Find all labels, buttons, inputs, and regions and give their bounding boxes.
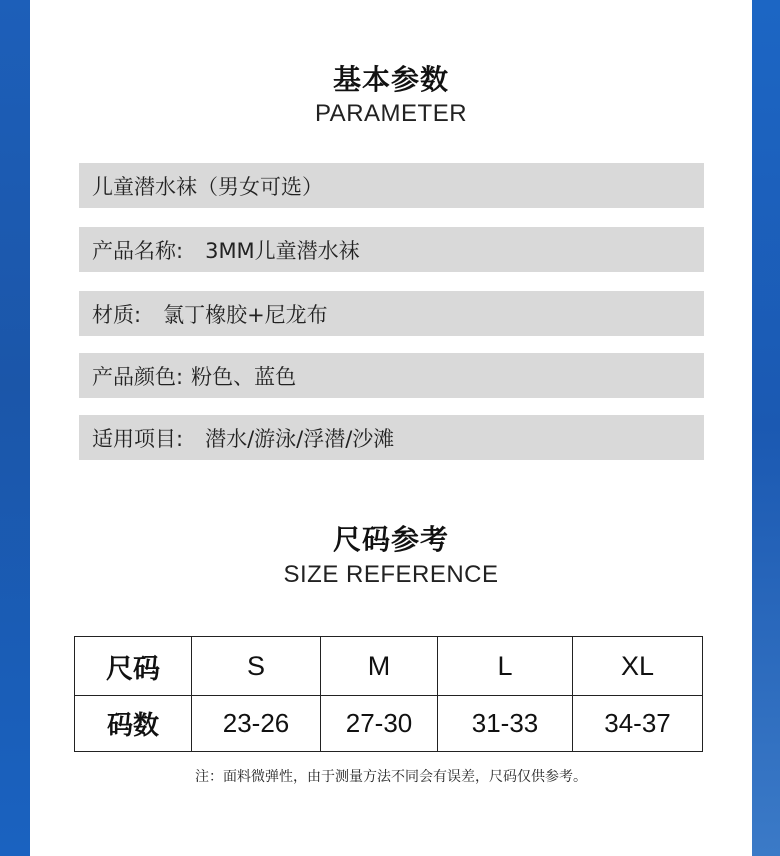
size-table-cell: 码数	[75, 696, 192, 752]
size-table-cell: XL	[573, 637, 703, 696]
param-label: 儿童潜水袜（男女可选）	[92, 174, 323, 199]
param-label: 适用项目:	[92, 426, 184, 451]
parameters-subtitle: PARAMETER	[314, 100, 468, 127]
param-row-usage	[79, 415, 704, 460]
size-table-value-row	[75, 696, 703, 752]
param-label: 产品名称:	[92, 238, 184, 263]
size-table-cell: L	[438, 637, 573, 696]
size-reference-subtitle: SIZE REFERENCE	[283, 561, 499, 588]
parameters-title: 基本参数	[332, 63, 449, 96]
param-label: 产品颜色:	[92, 364, 184, 389]
size-table	[74, 636, 703, 752]
param-value: 潜水/游泳/浮潜/沙滩	[205, 426, 395, 451]
size-table-cell: 31-33	[438, 696, 573, 752]
param-row-material	[79, 291, 704, 336]
content-panel	[30, 0, 752, 856]
size-table-cell: M	[321, 637, 438, 696]
size-table-cell: 尺码	[75, 637, 192, 696]
param-row-color	[79, 353, 704, 398]
size-table-cell: S	[192, 637, 321, 696]
size-table-cell: 34-37	[573, 696, 703, 752]
param-value: 氯丁橡胶+尼龙布	[163, 302, 328, 327]
param-value: 粉色、蓝色	[191, 364, 297, 389]
background-left-edge	[0, 0, 30, 856]
size-table-cell: 23-26	[192, 696, 321, 752]
size-note: 注：面料微弹性，由于测量方法不同会有误差，尺码仅供参考。	[195, 769, 587, 785]
size-table-cell: 27-30	[321, 696, 438, 752]
param-row-product-type	[79, 163, 704, 208]
param-row-product-name	[79, 227, 704, 272]
size-table-header-row	[75, 637, 703, 696]
background-right-edge	[752, 0, 780, 856]
param-label: 材质:	[92, 302, 142, 327]
param-value: 3MM儿童潜水袜	[205, 238, 360, 263]
size-reference-title: 尺码参考	[332, 523, 449, 556]
